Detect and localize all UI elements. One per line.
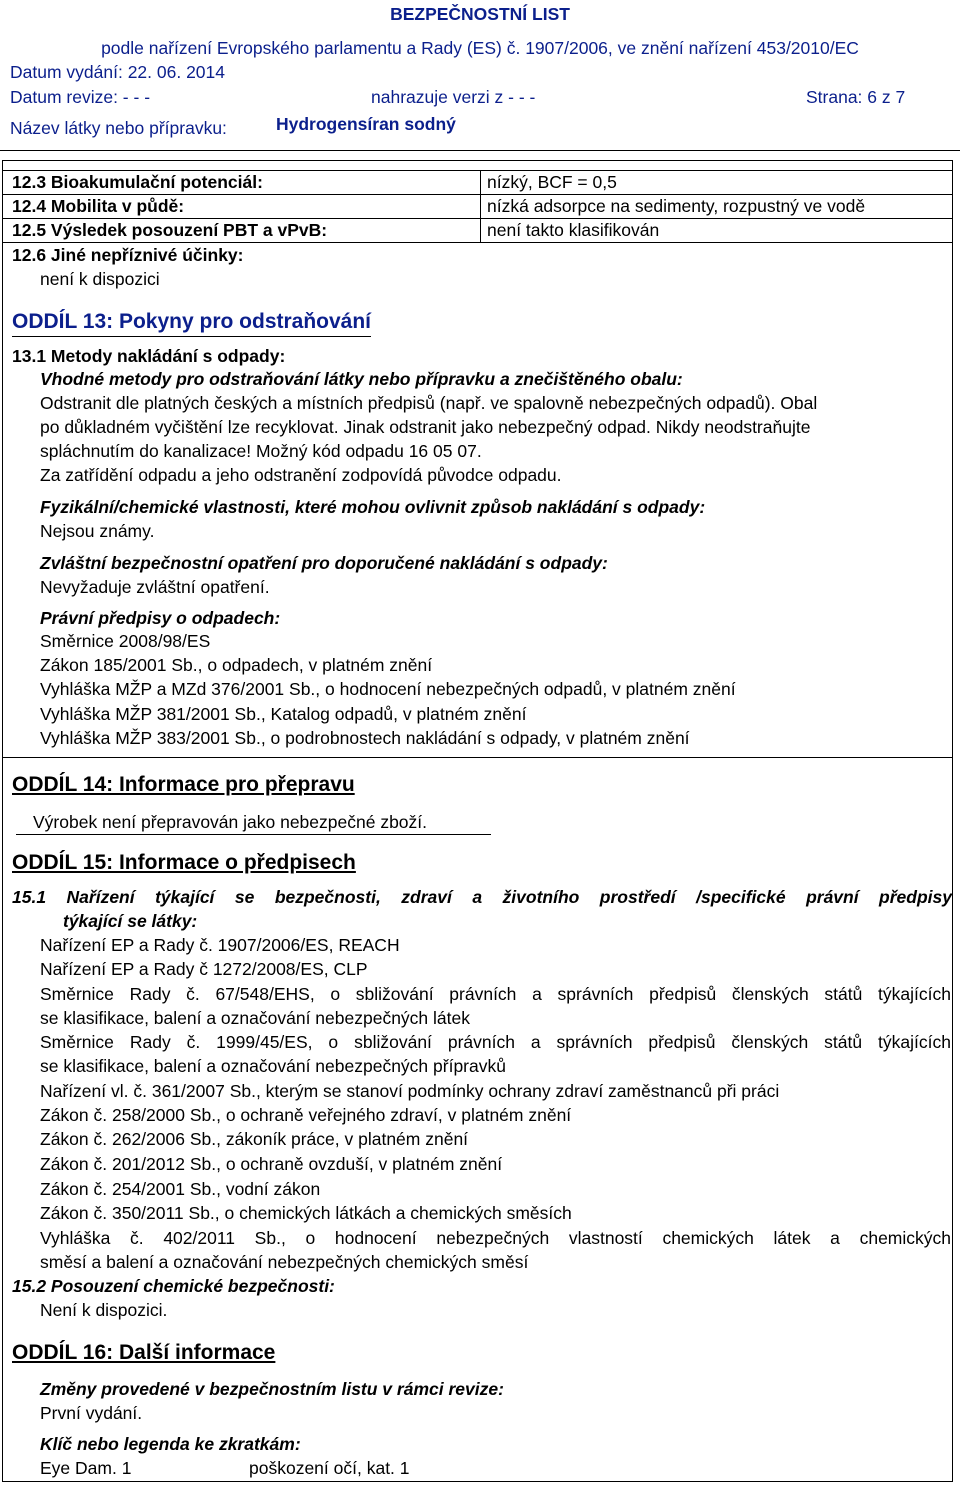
document-title: BEZPEČNOSTNÍ LIST: [390, 4, 570, 24]
revision-changes-heading: Změny provedené v bezpečnostním listu v rámci revize:: [40, 1379, 504, 1399]
list-item: směsí a balení a označování nebezpečných chemických směsí: [40, 1252, 529, 1272]
list-item: Vyhláška MŽP 381/2001 Sb., Katalog odpadů, v platném znění: [40, 704, 527, 724]
paragraph-line: spláchnutím do kanalizace! Možný kód odpadu 16 05 07.: [40, 441, 482, 461]
list-item: se klasifikace, balení a označování nebezpečných látek: [40, 1008, 470, 1028]
revision-date: Datum revize: - - -: [10, 87, 151, 107]
table-row-label: 12.4 Mobilita v půdě:: [12, 196, 185, 216]
table-row-value: nízký, BCF = 0,5: [487, 172, 617, 192]
abbreviation-code: Eye Dam. 1: [40, 1458, 132, 1478]
list-item: Vyhláška č. 402/2011 Sb., o hodnocení nebezpečných vlastností chemických látek a chemických: [40, 1228, 951, 1248]
list-item: Zákon č. 254/2001 Sb., vodní zákon: [40, 1179, 321, 1199]
subsection-12-6-label: 12.6 Jiné nepříznivé účinky:: [12, 245, 244, 265]
table-line: [2, 242, 953, 243]
section-15-heading: ODDÍL 15: Informace o předpisech: [12, 851, 356, 874]
list-item: Vyhláška MŽP a MZd 376/2001 Sb., o hodnocení nebezpečných odpadů, v platném znění: [40, 679, 736, 699]
list-item: Směrnice Rady č. 67/548/EHS, o sbližování právních a správních předpisů členských států týkajících: [40, 984, 951, 1004]
list-item: Nařízení EP a Rady č 1272/2008/ES, CLP: [40, 959, 368, 979]
transport-info: Výrobek není přepravován jako nebezpečné zboží.: [33, 812, 428, 832]
waste-properties-value: Nejsou známy.: [40, 521, 155, 541]
abbreviation-meaning: poškození očí, kat. 1: [249, 1458, 410, 1478]
section-divider: [2, 757, 953, 758]
table-row-value: nízká adsorpce na sedimenty, rozpustný ve vodě: [487, 196, 866, 216]
list-item: Směrnice Rady č. 1999/45/ES, o sbližování právních a správních předpisů členských států týkajících: [40, 1032, 951, 1052]
subsection-15-1-label: 15.1 Nařízení týkající se bezpečnosti, zdraví a životního prostředí /specifické právní předpisy: [12, 887, 952, 907]
issue-date: Datum vydání: 22. 06. 2014: [10, 62, 225, 82]
header-divider: [0, 150, 960, 151]
subsection-13-1-label: 13.1 Metody nakládání s odpady:: [12, 346, 286, 366]
list-item: Vyhláška MŽP 383/2001 Sb., o podrobnostech nakládání s odpady, v platném znění: [40, 728, 690, 748]
section-14-heading: ODDÍL 14: Informace pro přepravu: [12, 773, 355, 796]
subsection-12-6-value: není k dispozici: [40, 269, 160, 289]
list-item: Směrnice 2008/98/ES: [40, 631, 211, 651]
list-item: se klasifikace, balení a označování nebezpečných přípravků: [40, 1056, 506, 1076]
list-item: Zákon č. 262/2006 Sb., zákoník práce, v platném znění: [40, 1129, 469, 1149]
waste-methods-heading: Vhodné metody pro odstraňování látky nebo přípravku a znečištěného obalu:: [40, 369, 683, 389]
page-number: Strana: 6 z 7: [806, 87, 906, 107]
list-item: Zákon 185/2001 Sb., o odpadech, v platném znění: [40, 655, 433, 675]
subsection-15-2-value: Není k dispozici.: [40, 1300, 168, 1320]
section-16-heading: ODDÍL 16: Další informace: [12, 1341, 276, 1364]
table-row-label: 12.3 Bioakumulační potenciál:: [12, 172, 263, 192]
paragraph-line: Za zatřídění odpadu a jeho odstranění zodpovídá původce odpadu.: [40, 465, 562, 485]
document-subtitle: podle nařízení Evropského parlamentu a Rady (ES) č. 1907/2006, ve znění nařízení 453/2010/EC: [101, 38, 859, 58]
revision-changes-value: První vydání.: [40, 1403, 143, 1423]
product-name: Hydrogensíran sodný: [276, 114, 456, 134]
waste-precautions-value: Nevyžaduje zvláštní opatření.: [40, 577, 270, 597]
paragraph-line: Odstranit dle platných českých a místních předpisů (např. ve spalovně nebezpečných odpadů). Obal: [40, 393, 818, 413]
waste-legal-heading: Právní předpisy o odpadech:: [40, 608, 281, 628]
table-row-label: 12.5 Výsledek posouzení PBT a vPvB:: [12, 220, 328, 240]
transport-underline: [16, 834, 491, 835]
list-item: Zákon č. 350/2011 Sb., o chemických látkách a chemických směsích: [40, 1203, 572, 1223]
waste-precautions-heading: Zvláštní bezpečnostní opatření pro doporučené nakládání s odpady:: [40, 553, 608, 573]
subsection-15-2-label: 15.2 Posouzení chemické bezpečnosti:: [12, 1276, 335, 1296]
replaces-version: nahrazuje verzi z - - -: [371, 87, 536, 107]
list-item: Zákon č. 258/2000 Sb., o ochraně veřejného zdraví, v platném znění: [40, 1105, 572, 1125]
list-item: Zákon č. 201/2012 Sb., o ochraně ovzduší, v platném znění: [40, 1154, 503, 1174]
abbreviation-key-heading: Klíč nebo legenda ke zkratkám:: [40, 1434, 301, 1454]
waste-properties-heading: Fyzikální/chemické vlastnosti, které mohou ovlivnit způsob nakládání s odpady:: [40, 497, 706, 517]
subsection-15-1-label-cont: týkající se látky:: [63, 911, 198, 931]
product-label: Název látky nebo přípravku:: [10, 118, 227, 138]
document-header: [0, 0, 960, 148]
section-13-heading: ODDÍL 13: Pokyny pro odstraňování: [12, 311, 371, 337]
list-item: Nařízení EP a Rady č. 1907/2006/ES, REACH: [40, 935, 400, 955]
table-line: [480, 170, 481, 242]
table-row-value: není takto klasifikován: [487, 220, 660, 240]
paragraph-line: po důkladném vyčištění lze recyklovat. Jinak odstranit jako nebezpečný odpad. Nikdy neodstraňujte: [40, 417, 811, 437]
list-item: Nařízení vl. č. 361/2007 Sb., kterým se stanoví podmínky ochrany zdraví zaměstnanců při práci: [40, 1081, 780, 1101]
